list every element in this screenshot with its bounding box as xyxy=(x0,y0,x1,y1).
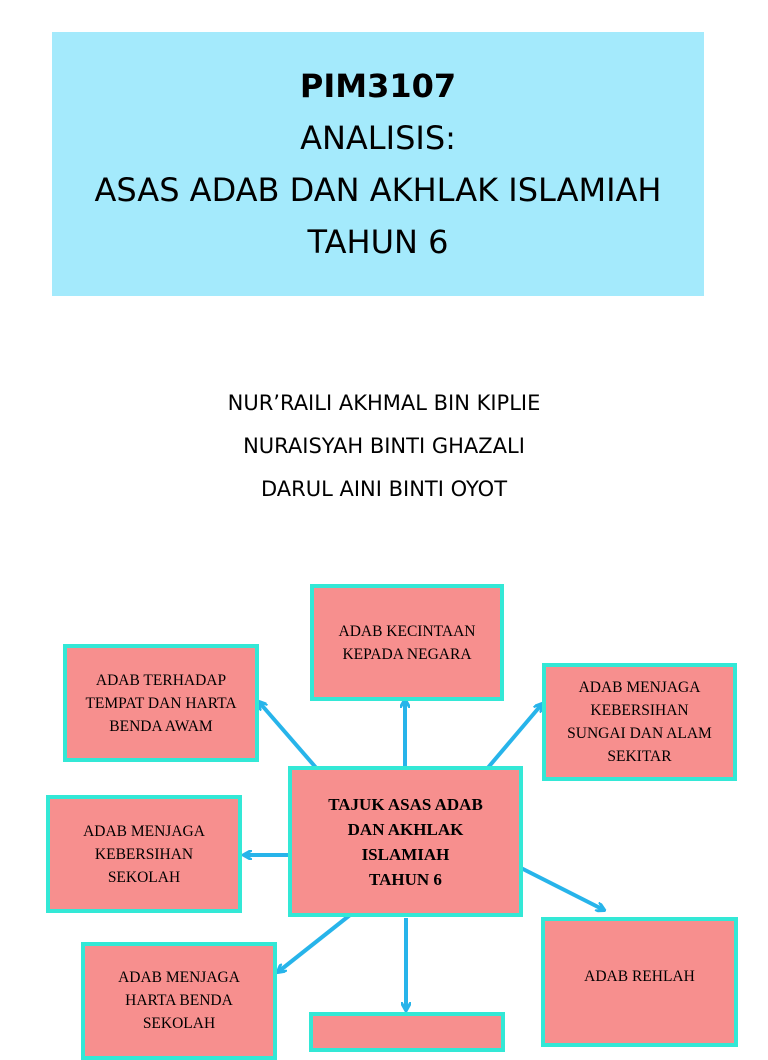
node-adab-kebersihan-sungai xyxy=(542,663,737,781)
node-center-topic xyxy=(288,766,523,917)
node-label: ADAB MENJAGA KEBERSIHAN SUNGAI DAN ALAM SEKITAR xyxy=(567,679,712,765)
title-line-analisis: ANALISIS: xyxy=(300,119,456,157)
node-label: ADAB KECINTAAN KEPADA NEGARA xyxy=(338,622,476,663)
title-line-topic: ASAS ADAB DAN AKHLAK ISLAMIAH xyxy=(94,171,662,209)
node-label: ADAB REHLAH xyxy=(584,968,695,985)
course-code: PIM3107 xyxy=(299,67,457,105)
node-adab-kebersihan-sekolah xyxy=(46,795,242,913)
author-name: NUR’RAILI AKHMAL BIN KIPLIE xyxy=(227,391,541,415)
node-label: ADAB MENJAGA KEBERSIHAN SEKOLAH xyxy=(83,822,205,886)
author-name: DARUL AINI BINTI OYOT xyxy=(260,477,508,501)
arrow-to-upper-right xyxy=(486,704,542,770)
node-adab-rehlah xyxy=(541,917,738,1047)
arrow-to-lower-left xyxy=(278,915,350,972)
node-adab-kecintaan-negara xyxy=(310,584,504,701)
node-label: ADAB MENJAGA HARTA BENDA SEKOLAH xyxy=(118,969,240,1032)
author-name: NURAISYAH BINTI GHAZALI xyxy=(243,434,525,458)
node-label: ADAB TERHADAP TEMPAT DAN HARTA BENDA AWAM xyxy=(85,671,237,735)
center-label: TAJUK ASAS ADAB DAN AKHLAK ISLAMIAH TAHUN 6 xyxy=(328,794,483,889)
title-line-year: TAHUN 6 xyxy=(307,223,449,261)
arrow-to-lower-right xyxy=(521,868,604,910)
node-bottom xyxy=(309,1012,505,1052)
node-adab-tempat-harta-awam xyxy=(63,644,259,762)
node-adab-harta-benda-sekolah xyxy=(81,942,277,1060)
arrow-to-upper-left xyxy=(259,702,318,770)
